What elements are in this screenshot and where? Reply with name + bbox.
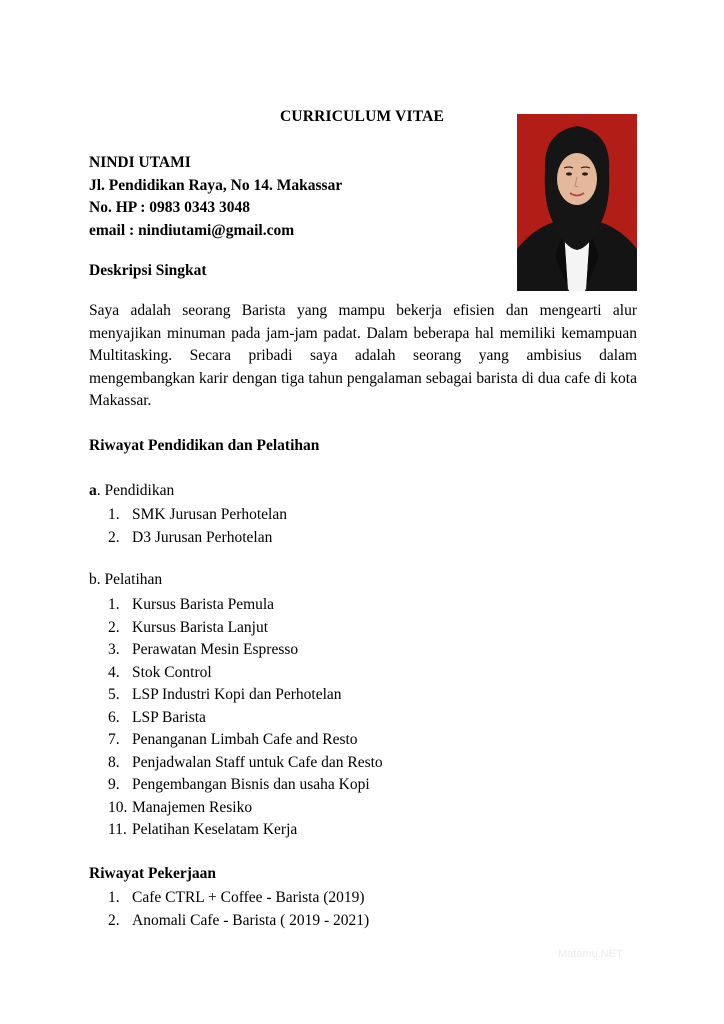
list-number: 11.	[108, 821, 127, 839]
list-number: 7.	[108, 731, 120, 749]
profile-photo	[517, 114, 637, 291]
list-text: Kursus Barista Pemula	[132, 596, 275, 613]
list-item	[108, 594, 383, 617]
list-number: 2.	[108, 528, 120, 546]
list-number: 2.	[108, 911, 120, 929]
list-number: 1.	[108, 596, 120, 613]
formal-marker: a	[89, 482, 97, 499]
list-number: 10.	[108, 798, 128, 816]
list-item	[108, 774, 383, 797]
list-text: Stok Control	[132, 663, 212, 681]
list-item	[108, 887, 369, 910]
contact-block	[89, 152, 342, 242]
person-name: NINDI UTAMI	[89, 154, 191, 171]
education-formal-label	[89, 482, 174, 500]
address-line: Jl. Pendidikan Raya, No 14. Makassar	[89, 176, 343, 194]
list-number: 1.	[108, 889, 120, 906]
formal-label-text: . Pendidikan	[96, 482, 175, 499]
list-item	[108, 527, 287, 550]
list-text: SMK Jurusan Perhotelan	[132, 506, 287, 523]
list-text: Anomali Cafe - Barista ( 2019 - 2021)	[132, 911, 370, 929]
list-item	[108, 752, 383, 775]
watermark: Matamu.NET	[558, 948, 623, 960]
list-text: Manajemen Resiko	[132, 798, 253, 816]
list-text: Pelatihan Keselatam Kerja	[132, 821, 298, 839]
list-number: 8.	[108, 753, 120, 771]
work-heading: Riwayat Pekerjaan	[89, 865, 216, 882]
list-text: Pengembangan Bisnis dan usaha Kopi	[132, 776, 370, 794]
list-text: Penanganan Limbah Cafe and Resto	[132, 731, 358, 749]
education-formal-list	[108, 504, 287, 549]
training-label: b. Pelatihan	[89, 571, 163, 588]
summary-heading: Deskripsi Singkat	[89, 262, 207, 279]
list-number: 6.	[108, 708, 120, 726]
list-item	[108, 707, 383, 730]
email-line: email : nindiutami@gmail.com	[89, 221, 295, 239]
list-text: Perawatan Mesin Espresso	[132, 641, 299, 659]
summary-paragraph: Saya adalah seorang Barista yang mampu bekerja efisien dan mengearti alur menyajikan minuman pada jam-jam padat. Dalam beberapa hal memiliki kemampuan Multitasking. Secara pribadi saya adalah seorang yang ambisius dalam mengembangkan karir dengan tiga tahun pengalaman sebagai barista di dua cafe di kota Makassar.	[89, 302, 637, 410]
list-item	[108, 617, 383, 640]
list-item	[108, 797, 383, 820]
document-title: CURRICULUM VITAE	[279, 108, 445, 125]
list-text: D3 Jurusan Perhotelan	[132, 528, 273, 546]
list-number: 9.	[108, 776, 120, 794]
list-number: 4.	[108, 663, 120, 681]
list-text: Penjadwalan Staff untuk Cafe dan Resto	[132, 753, 383, 771]
list-item	[108, 639, 383, 662]
education-heading: Riwayat Pendidikan dan Pelatihan	[89, 437, 320, 454]
list-item	[108, 819, 383, 842]
phone-line: No. HP : 0983 0343 3048	[89, 199, 251, 216]
list-text: Kursus Barista Lanjut	[132, 618, 269, 636]
list-item	[108, 729, 383, 752]
list-number: 1.	[108, 506, 120, 523]
list-text: Cafe CTRL + Coffee - Barista (2019)	[132, 889, 365, 906]
list-text: LSP Barista	[132, 708, 206, 726]
list-number: 2.	[108, 618, 120, 636]
list-item	[108, 910, 369, 933]
list-number: 5.	[108, 686, 120, 704]
list-item	[108, 662, 383, 685]
work-list	[108, 887, 369, 932]
list-number: 3.	[108, 641, 120, 659]
list-item	[108, 684, 383, 707]
training-list	[108, 594, 383, 842]
list-text: LSP Industri Kopi dan Perhotelan	[132, 686, 342, 704]
list-item	[108, 504, 287, 527]
